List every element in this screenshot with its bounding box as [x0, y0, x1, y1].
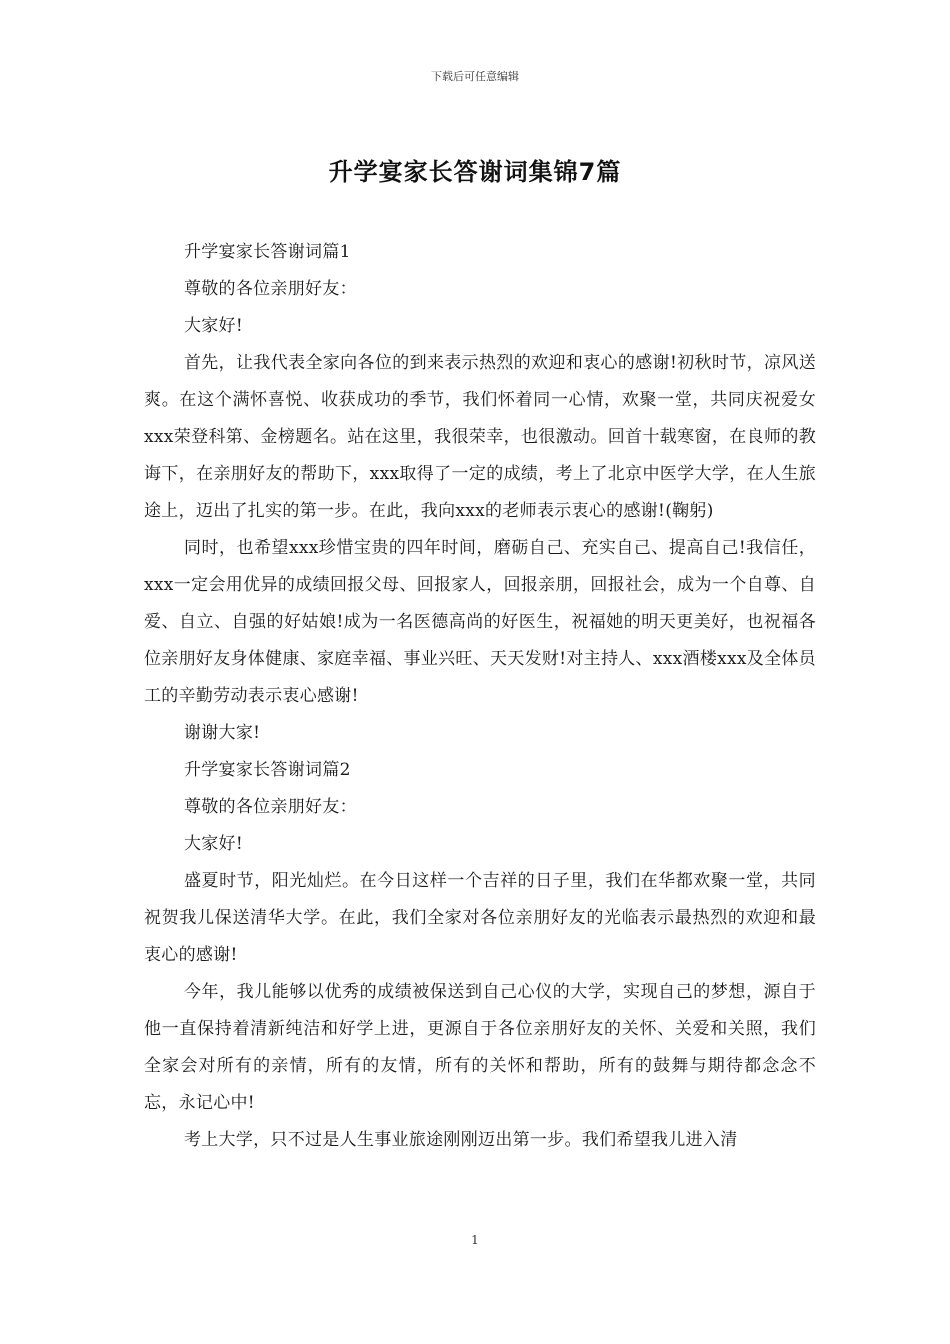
closing-line: 谢谢大家!	[183, 723, 261, 743]
section-heading: 升学宴家长答谢词篇2	[183, 760, 351, 780]
body-paragraph: 首先，让我代表全家向各位的到来表示热烈的欢迎和衷心的感谢!初秋时节，凉风送爽。在这个满怀喜悦、收获成功的季节，我们怀着同一心情，欢聚一堂，共同庆祝爱女xxx荣登科第、金榜题名。站在这里，我很荣幸，也很激动。回首十载寒窗，在良师的教诲下，在亲朋好友的帮助下，xxx取得了一定的成绩，考上了北京中医学大学，在人生旅途上，迈出了扎实的第一步。在此，我向xxx的老师表示衷心的感谢!(鞠躬)	[144, 353, 816, 521]
greeting: 大家好!	[183, 316, 243, 336]
document-body	[144, 234, 816, 1159]
greeting: 大家好!	[183, 834, 243, 854]
section-heading: 升学宴家长答谢词篇1	[183, 242, 351, 262]
salutation: 尊敬的各位亲朋好友：	[183, 279, 357, 299]
salutation: 尊敬的各位亲朋好友：	[183, 797, 357, 817]
body-paragraph: 盛夏时节，阳光灿烂。在今日这样一个吉祥的日子里，我们在华都欢聚一堂，共同祝贺我儿保送清华大学。在此，我们全家对各位亲朋好友的光临表示最热烈的欢迎和最衷心的感谢!	[144, 871, 816, 965]
document-title: 升学宴家长答谢词集锦7篇	[328, 158, 622, 186]
body-paragraph: 同时，也希望xxx珍惜宝贵的四年时间，磨砺自己、充实自己、提高自己!我信任，xxx一定会用优异的成绩回报父母、回报家人，回报亲朋，回报社会，成为一个自尊、自爱、自立、自强的好姑娘!成为一名医德高尚的好医生，祝福她的明天更美好，也祝福各位亲朋好友身体健康、家庭幸福、事业兴旺、天天发财!对主持人、xxx酒楼xxx及全体员工的辛勤劳动表示衷心感谢!	[144, 538, 816, 706]
page-number: 1	[471, 1233, 479, 1247]
body-paragraph: 今年，我儿能够以优秀的成绩被保送到自己心仪的大学，实现自己的梦想，源自于他一直保持着清新纯洁和好学上进，更源自于各位亲朋好友的关怀、关爱和关照，我们全家会对所有的亲情，所有的友情，所有的关怀和帮助，所有的鼓舞与期待都念念不忘，永记心中!	[144, 982, 816, 1113]
page-header-note: 下载后可任意编辑	[431, 70, 519, 83]
body-paragraph: 考上大学，只不过是人生事业旅途刚刚迈出第一步。我们希望我儿进入清	[183, 1130, 738, 1150]
